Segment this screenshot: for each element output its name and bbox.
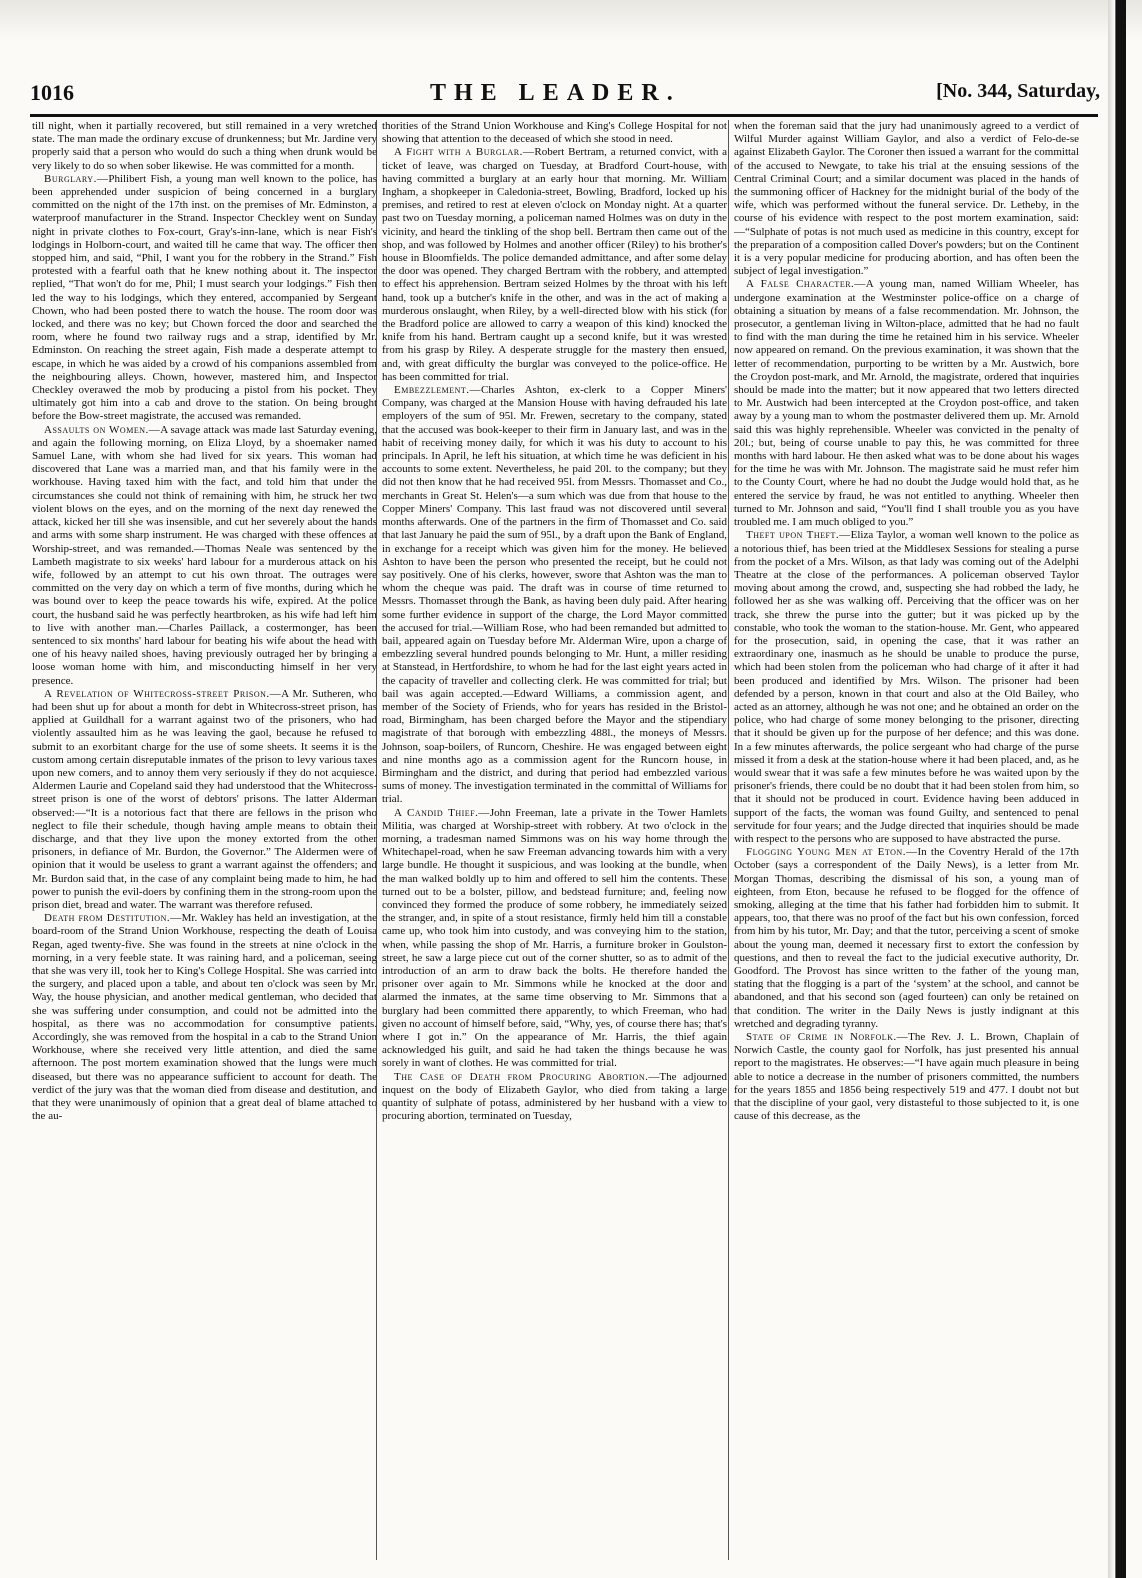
page-number: 1016 [30, 80, 74, 105]
article-text: Eliza Taylor, a woman well known to the police as a notorious thief, has been tried at the Middlesex Sessions for stealing a purse from the pocket of a Mrs. Wilson, as that lady was coming out of the Adelphi Theatre at the close of the performances. A policeman observed Taylor moving about among the crowd, and, suspecting she had robbed the lady, he followed her as she was walking off. Perceiving that the officer was on her track, she threw the purse into the gutter; but it was picked up by the constable, who took the woman to the station-house. Mr. Gent, who appeared for the prosecution, said, in opening the case, that it was rather an extraordinary one, inasmuch as he should be unable to produce the purse, which had been stolen from the policeman who had charge of it after it had been produced and identified by Mrs. Wilson. The prisoner had been defended by a person, known in that court and also at the Old Bailey, who acted as an attorney, although he was not one; and he obtained an order on the police, who had charge of some money belonging to the prisoner, directing that it should be given up for the purpose of her defence; and this was done. In a few minutes afterwards, the police sergeant who had charge of the purse missed it from a desk at the station-house where it had been placed, and, as he would swear that it was safe a few minutes before he was waited upon by the prisoner's friends, there could be no doubt that it had been stolen from him, so that it should not be produced in court. Evidence having been adduced in support of the facts, the woman was found Guilty, and sentenced to penal servitude for four years; and the Judge directed that inquiries should be made with respect to the persons who are supposed to have abstracted the purse. [734, 529, 1079, 845]
article-text: John Freeman, late a private in the Tower Hamlets Militia, was charged at Worship-street with robbery. At two o'clock in the morning, a tradesman named Simmons was on his way home through the Whitechapel-road, when he saw Freeman advancing towards him with a very large bundle. He thought it suspicious, and was looking at the bundle, when the man walked boldly up to him and offered to sell him the contents. These turned out to be a bolster, pillow, and bedstead furniture; and, feeling now convinced they formed the produce of some robbery, he immediately seized the stranger, and, in spite of a stout resistance, firmly held him till a constable came up, who took him into custody, and was conveying him to the station, when, while passing the shop of Mr. Harris, a furniture broker in Goulston-street, he saw a large piece cut out of the corner shutter, so as to admit of the introduction of an arm to draw back the bolts. He therefore handed the prisoner over again to Mr. Simmons while he knocked at the door and alarmed the inmates, at the same time observing to Mr. Simmons that a burglary had been committed there apparently, to which Freeman, who had given no account of himself before, said, “Why, yes, of course there has; that's where I got in.” On the appearance of Mr. Harris, the thief again acknowledged his guilt, and said he had taken the things because he was sorely in want of clothes. He was committed for trial. [382, 806, 727, 1070]
newspaper-title: THE LEADER. [430, 80, 681, 106]
article-heading: Death from Destitution.— [44, 912, 182, 925]
article-paragraph [382, 1071, 727, 1124]
article-paragraph [382, 384, 727, 807]
article-paragraph [734, 1031, 1079, 1123]
article-text: when the foreman said that the jury had unanimously agreed to a verdict of Wilful Murder against William Gaylor, and also a verdict of Felo-de-se against Elizabeth Gaylor. The Coroner then issued a warrant for the committal of the accused to Newgate, to take his trial at the ensuing sessions of the Central Criminal Court; and a similar document was placed in the hands of the summoning officer of Hackney for the midnight burial of the body of the wife, which was performed without the funeral service. Dr. Letheby, in the course of his evidence with respect to the post mortem examination, said:—“Sulphate of potas is not much used as medicine in this country, except for the preparation of a composition called Dover's powders; but on the Continent it is a very popular medicine for producing abortion, and has often been the subject of legal investigation.” [734, 120, 1079, 278]
article-heading: A Candid Thief.— [394, 806, 490, 819]
article-text: In the Coventry Herald of the 17th October (says a correspondent of the Daily News), is a letter from Mr. Morgan Thomas, describing the dismissal of his son, a young man of eighteen, from Eton, because he refused to be flogged for the offence of smoking, alleging at the time that his father had forbidden him to submit. It appears, too, that there was no proof of the fact but his own confession, forced from him by his tutor, Mr. Day; and that the tutor, perceiving a scent of smoke about the young man, deemed it necessary first to extort the confession by questions, and then to reveal the fact to the judicial executive authority, Dr. Goodford. The Provost has since written to the father of the young man, stating that the flogging is a part of the ‘system’ at the school, and cannot be abandoned, and that his second son (aged fourteen) can only be retained on that condition. The writer in the Daily News is justly indignant at this wretched and degrading tyranny. [734, 846, 1079, 1030]
article-heading: State of Crime in Norfolk.— [746, 1031, 909, 1044]
article-text: thorities of the Strand Union Workhouse and King's College Hospital for not showing that attention to the deceased of which she stood in need. [382, 120, 727, 146]
article-paragraph [734, 278, 1079, 529]
column-2 [382, 120, 727, 1560]
article-paragraph [382, 120, 727, 146]
article-paragraph [382, 146, 727, 384]
article-text: The Rev. J. L. Brown, Chaplain of Norwich Castle, the county gaol for Norfolk, has just presented his annual report to the magistrates. He observes:—“I have again much pleasure in being able to notice a decrease in the number of prisoners committed, the numbers for the years 1855 and 1856 being respectively 519 and 477. I doubt not but that the discipline of your gaol, very distasteful to those subjected to it, is one cause of this decrease, as the [734, 1031, 1079, 1123]
article-heading: Embezzlement.— [394, 384, 482, 397]
article-heading: Flogging Young Men at Eton.— [746, 846, 918, 859]
article-heading: Theft upon Theft.— [746, 529, 851, 542]
article-heading: The Case of Death from Procuring Abortion. [394, 1070, 649, 1083]
column-1 [32, 120, 377, 1560]
column-divider [728, 120, 729, 1560]
article-text: —The adjourned inquest on the body of Elizabeth Gaylor, who died from taking a large quantity of sulphate of potass, administered by her husband with a view to procuring abortion, terminated on Tuesday, [382, 1070, 727, 1123]
article-text: A young man, named William Wheeler, has undergone examination at the Westminster police-office on a charge of obtaining a situation by means of a false recommendation. Mr. Johnson, the prosecutor, a gentleman living in Wilton-place, admitted that he had no fault to find with the man during the time he retained him in his service. Wheeler now appeared on remand. On the previous examination, it was shown that the letter of recommendation, purporting to be written by a Mr. Austwich, bore the Croydon post-mark, and Mr. Arnold, the magistrate, ordered that inquiries should be made into the matter; but it now appeared that two letters directed to Mr. Austwich had been intercepted at the Croydon post-office, and taken away by a young man to whom the postmaster delivered them up. Mr. Arnold said this was highly reprehensible. Wheeler was convicted in the penalty of 20l.; but, being of course unable to pay this, he was committed for three months with hard labour. He then asked what was to be done about his wages for the time he was with Mr. Johnson. The magistrate said he must refer him to the County Court, where he had no doubt the Judge would hold that, as he entered the service by fraud, he was not entitled to anything. Wheeler then turned to Mr. Johnson and said, “You'll find I shall trouble you as you have troubled me. I am much obliged to you.” [734, 278, 1079, 529]
article-paragraph [32, 173, 377, 424]
article-heading: Burglary.— [44, 172, 109, 185]
article-text: till night, when it partially recovered, but still remained in a very wretched state. The man made the ordinary excuse of drunkenness; but Mr. Jardine very properly said that a person who would do such a thing when drunk would be very likely to do so when sober likewise. He was committed for a month. [32, 120, 377, 172]
article-text: Philibert Fish, a young man well known to the police, has been apprehended under suspicion of being concerned in a burglary committed on the night of the 17th inst. on the premises of Mr. Edminston, a waterproof manufacturer in the Strand. Inspector Checkley went on Sunday night in private clothes to Fox-court, Gray's-inn-lane, which is near Fish's lodgings in Holborn-court, and waited till he came that way. The officer then stopped him, and said, “Phil, I want you for the robbery in the Strand.” Fish protested with a fearful oath that he knew nothing about it. The inspector replied, “That won't do for me, Phil; I must search your lodgings.” Fish then led the way to his lodgings, which they entered, accompanied by Sergeant Chown, who had been posted there to watch the house. The room door was locked, and there was no key; but Chown forced the door and searched the room, where he found two railway rugs and a strap, identified by Mr. Edminston. On reaching the street again, Fish made a desperate attempt to escape, in which he was aided by a crowd of his companions assembled from the neighbouring alleys. Chown, however, mastered him, and Inspector Checkley overawed the mob by producing a pistol from his pocket. They ultimately got him into a cab and drove to the station. On being brought before the Bow-street magistrate, the accused was remanded. [32, 172, 377, 423]
article-text: Mr. Wakley has held an investigation, at the board-room of the Strand Union Workhouse, respecting the death of Louisa Regan, aged twenty-five. She was found in the streets at nine o'clock in the morning, in a very feeble state. It was raining hard, and a policeman, seeing that she was very ill, took her to King's College Hospital. She was carried into the surgery, and placed upon a table, and about ten o'clock was seen by Mr. Way, the house physician, and another medical gentleman, who decided that she was suffering under consumption, and could not be admitted into the hospital, as there was no accommodation for consumptive patients. Accordingly, she was removed from the hospital in a cab to the Strand Union Workhouse, where she received very little attention, and died the same afternoon. The post mortem examination showed that the lungs were much diseased, but there was no appearance sufficient to account for death. The verdict of the jury was that the woman died from disease and destitution, and that they were unanimously of opinion that a great deal of blame attached to the au- [32, 912, 377, 1123]
issue-label: [No. 344, Saturday, [936, 80, 1100, 102]
article-paragraph [32, 688, 377, 912]
article-paragraph [734, 846, 1079, 1031]
article-paragraph [32, 912, 377, 1123]
column-3 [734, 120, 1079, 1560]
article-paragraph [32, 424, 377, 688]
article-paragraph [32, 120, 377, 173]
scan-edge [0, 0, 1142, 40]
article-heading: A Revelation of Whitecross-street Prison.— [44, 687, 282, 700]
page-edge-rule [1108, 0, 1126, 1578]
article-paragraph [734, 120, 1079, 278]
article-paragraph [382, 807, 727, 1071]
article-heading: Assaults on Women.— [44, 423, 161, 436]
header-rule [30, 114, 1098, 117]
article-heading: A Fight with a Burglar.— [394, 146, 535, 159]
article-heading: A False Character.— [746, 278, 866, 291]
article-text: A savage attack was made last Saturday evening, and again the following morning, on Eliza Lloyd, by a shoemaker named Samuel Lane, with whom she had lived for six years. This woman had discovered that Lane was a married man, and that his family were in the workhouse. Having taxed him with the fact, and told him that under the circumstances she could not think of remaining with him, he struck her two violent blows on the eyes, and on the morning of the next day renewed the attack, kicked her till she was insensible, and cut her severely about the hands and arms with some sharp instrument. He was charged with these offences at Worship-street, and was remanded.—Thomas Neale was sentenced by the Lambeth magistrate to six weeks' hard labour for a murderous attack on his wife, followed by an attempt to cut his own throat. The outrages were committed on the very day on which a term of five months, during which he was bound over to keep the peace towards his wife, expired. At the police court, the husband said he was perfectly heartbroken, as his wife had left him to live with another man.—Charles Paillack, a costermonger, has been sentenced to six months' hard labour for beating his wife about the head with one of his heavy nailed shoes, having previously outraged her by bringing a loose woman home with him, and misconducting himself in her very presence. [32, 423, 377, 687]
article-text: A Mr. Sutheren, who had been shut up for about a month for debt in Whitecross-street prison, has applied at Guildhall for a warrant against two of the prisoners, who had violently assaulted him as he was leaving the gaol, because he refused to submit to an exorbitant charge for the use of some sheets. It seems it is the custom among certain disreputable inmates of the prison to levy various taxes upon new comers, and to annoy them very seriously if they do not acquiesce. Aldermen Laurie and Copeland said they had understood that the Whitecross-street prison is one of the worst of debtors' prisons. The latter Alderman observed:—“It is a notorious fact that there are fellows in the prison who neglect to file their schedule, though having ample means to obtain their discharge, and that they live upon the money extorted from the other prisoners, in defiance of Mr. Burdon, the Governor.” The Aldermen were of opinion that it would be useless to grant a warrant against the offenders; and Mr. Burdon said that, in the case of any complaint being made to him, he had power to punish the evil-doers by confining them in the strong-room upon the prison diet, bread and water. The warrant was therefore refused. [32, 687, 377, 911]
article-text: Robert Bertram, a returned convict, with a ticket of leave, was charged on Tuesday, at Bradford Court-house, with having committed a burglary at an early hour that morning. Mr. William Ingham, a shopkeeper in Caledonia-street, Bowling, Bradford, locked up his premises, and retired to rest at eleven o'clock on Monday night. At a quarter past two on Tuesday morning, a policeman named Holmes was on duty in the vicinity, and heard the tinkling of the shop bell. Bertram then came out of the shop, and was followed by Holmes and another officer (Riley) to his brother's house in Bloomfields. The police demanded admittance, and after some delay the door was opened. They charged Bertram with the robbery, and attempted to effect his apprehension. Bertram seized Holmes by the throat with his left hand, took up a butcher's knife in the other, and was in the act of making a murderous onslaught, when Riley, by a well-directed blow with his stick (for the Bradford police are allowed to carry a weapon of this kind) knocked the knife from his hand. Bertram caught up a second knife, but it was wrested from his grasp by Riley. A desperate struggle for the mastery then ensued, and, with great difficulty the burglar was conveyed to the police-office. He has been committed for trial. [382, 146, 727, 383]
masthead [30, 80, 1100, 110]
article-text: Charles Ashton, ex-clerk to a Copper Miners' Company, was charged at the Mansion House with having defrauded his late employers of the sum of 95l. Mr. Frewen, secretary to the company, stated that the accused was book-keeper to their firm in January last, and was in the habit of receiving money daily, for which it was his duty to account to his principals. In April, he left his situation, at which time he was deficient in his accounts to some extent. Nevertheless, he paid 20l. to the company; but they did not then know that he had received 95l. from Messrs. Thomasset and Co., merchants in Great St. Helen's—a sum which was due from that house to the Copper Miners' Company. This last fraud was not discovered until several months afterwards. One of the partners in the firm of Thomasset and Co. said that last January he paid the sum of 95l., by a draft upon the Bank of England, in exchange for a receipt which was given him for the money. He believed Ashton to have been the person who presented the receipt, but he could not say positively. One of his clerks, however, swore that Ashton was the man to whom the cheque was paid. The draft was in course of time returned to Messrs. Thomasset through the Bank, as having been duly paid. After hearing some further evidence in support of the charge, the Lord Mayor committed the accused for trial.—William Rose, who had been remanded but admitted to bail, appeared again on Tuesday before Mr. Alderman Wire, upon a charge of embezzling several hundred pounds belonging to Mr. Hunt, a miller residing at Stanstead, in Hertfordshire, to whom he had for the last eight years acted in the capacity of traveller and collecting clerk. He was committed for trial; but bail was again accepted.—Edward Williams, a commission agent, and member of the Society of Friends, who for years has resided in the Bristol-road, Birmingham, has been charged before the Mayor and the stipendiary magistrate of that borough with embezzling 488l., the moneys of Messrs. Johnson, soap-boilers, of Runcorn, Cheshire. He was engaged between eight and nine months ago as a commission agent for the Runcorn house, in Birmingham and the district, and during that period had embezzled various sums of money. The investigation terminated in the committal of Williams for trial. [382, 384, 727, 806]
article-paragraph [734, 529, 1079, 846]
